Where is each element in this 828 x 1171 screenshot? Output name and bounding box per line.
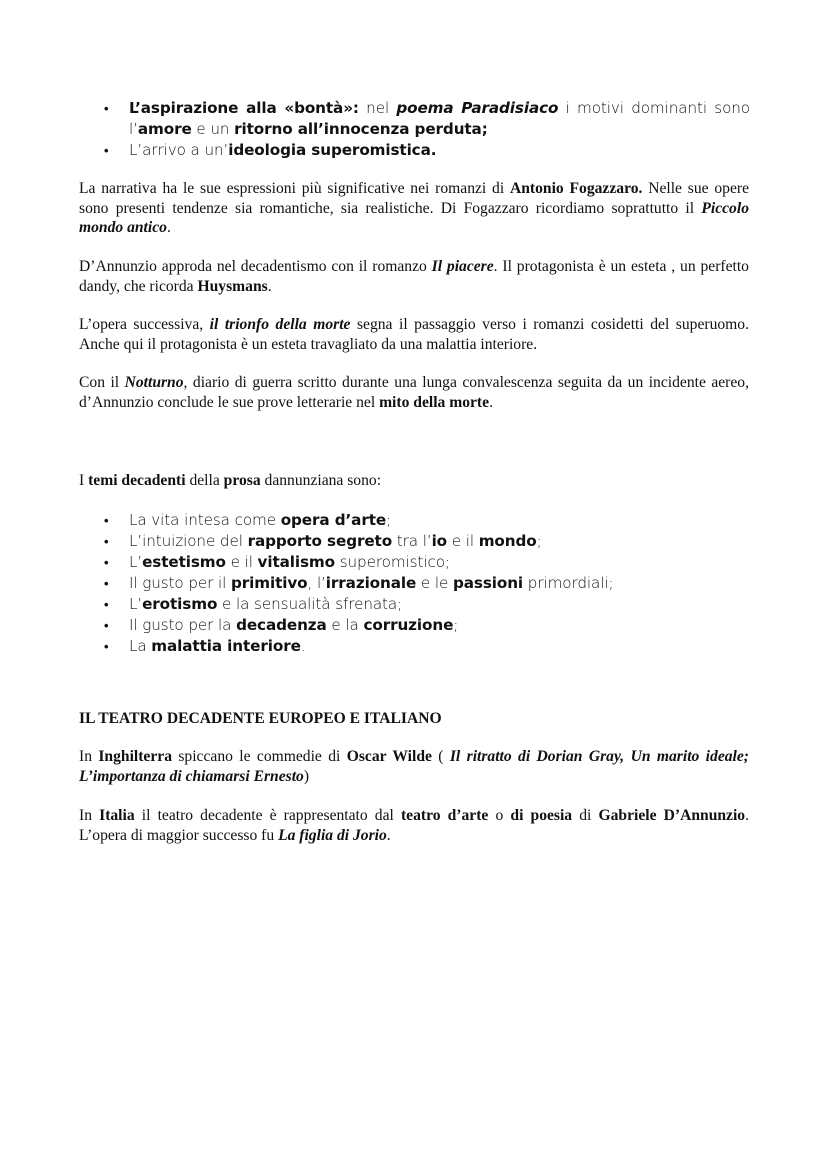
text: e il	[447, 532, 479, 550]
paragraph-inghilterra	[79, 747, 749, 786]
theme-item-opera-arte	[104, 510, 750, 531]
text: (	[431, 748, 450, 765]
text: tra l’	[392, 532, 432, 550]
text: Il gusto per il	[129, 574, 231, 592]
text: La narrativa ha le sue espressioni più significative nei romanzi di	[79, 180, 510, 197]
text: ;	[386, 511, 392, 529]
bold-text: mondo	[478, 532, 537, 550]
text: . L’opera di maggior successo fu	[79, 807, 749, 844]
text: o	[488, 807, 511, 824]
bold-italic-text: Il ritratto di Dorian Gray, Un marito ideale; L’importanza di chiamarsi Ernesto	[79, 748, 749, 785]
bold-italic-text: Notturno	[124, 374, 184, 391]
text: dannunziana sono:	[260, 472, 382, 489]
bullet-item-bonta	[104, 98, 750, 140]
text: L’intuizione del	[129, 532, 248, 550]
bold-text: prosa	[223, 472, 261, 489]
text: ;	[453, 616, 459, 634]
paragraph-italia	[79, 806, 749, 845]
bold-text: passioni	[452, 574, 524, 592]
text: Con il	[79, 374, 125, 391]
text: il teatro decadente è rappresentato dal	[134, 807, 401, 824]
text: spiccano le commedie di	[172, 748, 347, 765]
theme-item-estetismo	[104, 552, 750, 573]
text: primordiali;	[523, 574, 614, 592]
text: L’	[129, 553, 143, 571]
bold-text: Huysmans	[197, 277, 268, 295]
text: segna il passaggio verso i romanzi cosidetti del superuomo. Anche qui il protagonista è un esteta travagliato da una malattia interiore.	[79, 316, 749, 353]
text: ;	[536, 532, 542, 550]
text: , l’	[307, 574, 326, 592]
text: L’	[129, 595, 143, 613]
text: della	[185, 472, 224, 489]
bold-italic-text: La figlia di Jorio	[278, 826, 387, 844]
bold-text: temi decadenti	[88, 472, 186, 489]
text: In	[79, 807, 100, 824]
bold-text: Gabriele D’Annunzio	[598, 807, 746, 824]
bold-text: io	[431, 532, 448, 550]
paragraph-notturno	[79, 373, 749, 412]
themes-bullet-list	[104, 510, 750, 657]
text: e un	[191, 120, 235, 138]
theme-item-rapporto	[104, 531, 750, 552]
text: superomistico;	[334, 553, 450, 571]
text: e la sensualità sfrenata;	[217, 595, 403, 613]
bold-text: L’aspirazione alla «bontà»:	[129, 99, 359, 117]
bullet-item-ideologia	[104, 140, 750, 161]
bold-italic-text: poema Paradisiaco	[396, 99, 559, 117]
bold-text: ritorno all’innocenza perduta;	[234, 120, 488, 138]
text: La vita intesa come	[129, 511, 281, 529]
bold-text: teatro d’arte	[400, 807, 489, 824]
text: L’arrivo a un’	[129, 141, 229, 159]
bold-text: rapporto segreto	[247, 532, 393, 550]
bold-text: Antonio Fogazzaro.	[509, 180, 643, 197]
text: e le	[416, 574, 453, 592]
text: La	[129, 637, 152, 655]
bold-text: di poesia	[510, 807, 573, 824]
text: , diario di guerra scritto durante una lunga convalescenza seguita da un incidente aereo, d’Annunzio conclude le sue prove letterarie nel	[79, 374, 749, 411]
text: L’opera successiva,	[79, 316, 210, 333]
bold-text: corruzione	[363, 616, 454, 634]
bold-italic-text: Il piacere	[431, 258, 494, 275]
paragraph-temi	[79, 471, 749, 491]
paragraph-fogazzaro	[79, 179, 749, 238]
bold-text: Inghilterra	[98, 748, 172, 765]
text: Il gusto per la	[129, 616, 237, 634]
text: )	[303, 767, 310, 785]
bold-text: malattia interiore	[151, 637, 301, 655]
text: e il	[225, 553, 258, 571]
bold-text: opera d’arte	[280, 511, 387, 529]
text: I	[79, 472, 89, 489]
bold-italic-text: Piccolo mondo antico	[79, 199, 749, 236]
text: .	[267, 277, 272, 295]
text: In	[79, 748, 99, 765]
text: Nelle sue opere sono presenti tendenze sia romantiche, sia realistiche. Di Fogazzaro ricordiamo soprattutto il	[79, 180, 749, 217]
text: .	[386, 826, 391, 844]
bold-italic-text: il trionfo della morte	[209, 316, 351, 333]
section-heading-teatro: IL TEATRO DECADENTE EUROPEO E ITALIANO	[79, 710, 442, 727]
bold-text: irrazionale	[325, 574, 417, 592]
bold-text: vitalismo	[257, 553, 335, 571]
bold-text: ideologia superomistica.	[228, 141, 437, 159]
text: .	[300, 637, 306, 655]
theme-item-decadenza	[104, 615, 750, 636]
bold-text: estetismo	[142, 553, 226, 571]
text: D’Annunzio approda nel decadentismo con il romanzo	[79, 258, 432, 275]
text: nel	[358, 99, 397, 117]
bold-text: Oscar Wilde	[346, 748, 432, 765]
text: e la	[326, 616, 364, 634]
theme-item-malattia	[104, 636, 750, 657]
paragraph-piacere	[79, 257, 749, 296]
bold-text: mito della morte	[379, 393, 490, 411]
bold-text: primitivo	[230, 574, 308, 592]
bold-text: Italia	[99, 807, 135, 824]
text: di	[572, 807, 599, 824]
bold-text: amore	[137, 120, 192, 138]
bold-text: erotismo	[142, 595, 218, 613]
theme-item-erotismo	[104, 594, 750, 615]
top-bullet-list	[104, 98, 750, 161]
paragraph-trionfo	[79, 315, 749, 354]
text: . Il protagonista è un esteta , un perfetto dandy, che ricorda	[79, 258, 749, 295]
text: .	[166, 219, 171, 236]
text: .	[489, 393, 493, 411]
theme-item-primitivo	[104, 573, 750, 594]
text: i motivi dominanti sono l’	[129, 99, 750, 138]
bold-text: decadenza	[236, 616, 327, 634]
